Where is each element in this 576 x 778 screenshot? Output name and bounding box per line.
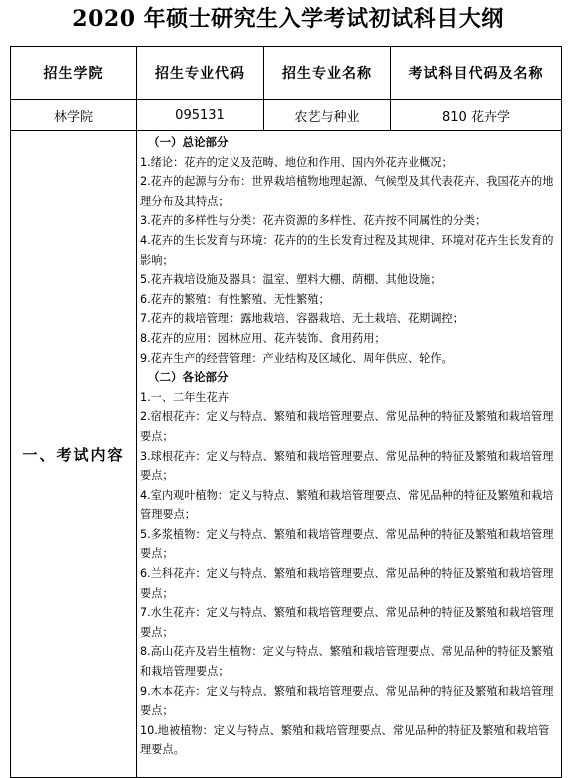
- list-item: 4.花卉的生长发育与环境：花卉的的生长发育过程及其规律、环境对花卉生长发育的影响；: [140, 233, 554, 267]
- header-major-code: 招生专业代码: [137, 47, 264, 100]
- table-header-row: [11, 47, 562, 100]
- list-item: 8.花卉的应用：园林应用、花卉装饰、食用药用；: [140, 331, 386, 345]
- list-item: 7.水生花卉：定义与特点、繁殖和栽培管理要点、常见品种的特征及繁殖和栽培管理要点；: [140, 606, 554, 639]
- list-item: 1.绪论：花卉的定义及范畴、地位和作用、国内外花卉业概况；: [140, 155, 453, 169]
- list-item: 2.宿根花卉：定义与特点、繁殖和栽培管理要点、常见品种的特征及繁殖和栽培管理要点；: [140, 410, 554, 443]
- list-item: 7.花卉的栽培管理：露地栽培、容器栽培、无土栽培、花期调控；: [140, 312, 464, 326]
- list-item: 3.球根花卉：定义与特点、繁殖和栽培管理要点、常见品种的特征及繁殖和栽培管理要点；: [140, 449, 554, 483]
- header-major-name: 招生专业名称: [264, 47, 391, 100]
- content-row: [11, 131, 562, 778]
- list-item: 9.木本花卉：定义与特点、繁殖和栽培管理要点、常见品种的特征及繁殖和栽培管理要点；: [140, 684, 554, 718]
- list-item: 6.兰科花卉：定义与特点、繁殖和栽培管理要点、常见品种的特征及繁殖和栽培管理要点；: [140, 567, 554, 600]
- list-item: 9.花卉生产的经营管理：产业结构及区域化、周年供应、轮作。: [140, 351, 453, 365]
- list-item: 3.花卉的多样性与分类：花卉资源的多样性、花卉按不同属性的分类；: [140, 214, 487, 228]
- list-item: 8.高山花卉及岩生植物：定义与特点、繁殖和栽培管理要点、常见品种的特征及繁殖和栽培管理要点；: [140, 645, 554, 679]
- cell-exam-subject: 810 花卉学: [391, 100, 562, 131]
- syllabus-table: [10, 46, 562, 778]
- list-item: 1.一、二年生花卉: [140, 390, 229, 404]
- general-items-list: [140, 153, 557, 369]
- header-exam-subject: 考试科目代码及名称: [391, 47, 562, 100]
- list-item: 5.花卉栽培设施及器具：温室、塑料大棚、荫棚、其他设施；: [140, 273, 442, 287]
- cell-college: 林学院: [11, 100, 137, 131]
- list-item: 6.花卉的繁殖：有性繁殖、无性繁殖；: [140, 292, 330, 306]
- list-item: 10.地被植物：定义与特点、繁殖和栽培管理要点、常见品种的特征及繁殖和栽培管理要点。: [140, 723, 550, 757]
- cell-major-code: 095131: [137, 100, 264, 131]
- table-row: [11, 100, 562, 131]
- section-label: 一、考试内容: [11, 131, 137, 778]
- list-item: 4.室内观叶植物：定义与特点、繁殖和栽培管理要点、常见品种的特征及繁殖和栽培管理要点；: [140, 488, 554, 522]
- page-title: 2020 年硕士研究生入学考试初试科目大纲: [72, 6, 504, 32]
- specific-heading: （二）各论部分: [148, 370, 229, 385]
- general-heading: （一）总论部分: [148, 135, 229, 149]
- cell-major-name: 农艺与种业: [264, 100, 391, 131]
- header-college: 招生学院: [11, 47, 137, 100]
- specific-items-list: [140, 388, 557, 760]
- list-item: 5.多浆植物：定义与特点、繁殖和栽培管理要点、常见品种的特征及繁殖和栽培管理要点；: [140, 527, 554, 561]
- list-item: 2.花卉的起源与分布：世界栽培植物地理起源、气候型及其代表花卉、我国花卉的地理分布及其特点；: [140, 175, 554, 208]
- exam-content-cell: [137, 131, 562, 778]
